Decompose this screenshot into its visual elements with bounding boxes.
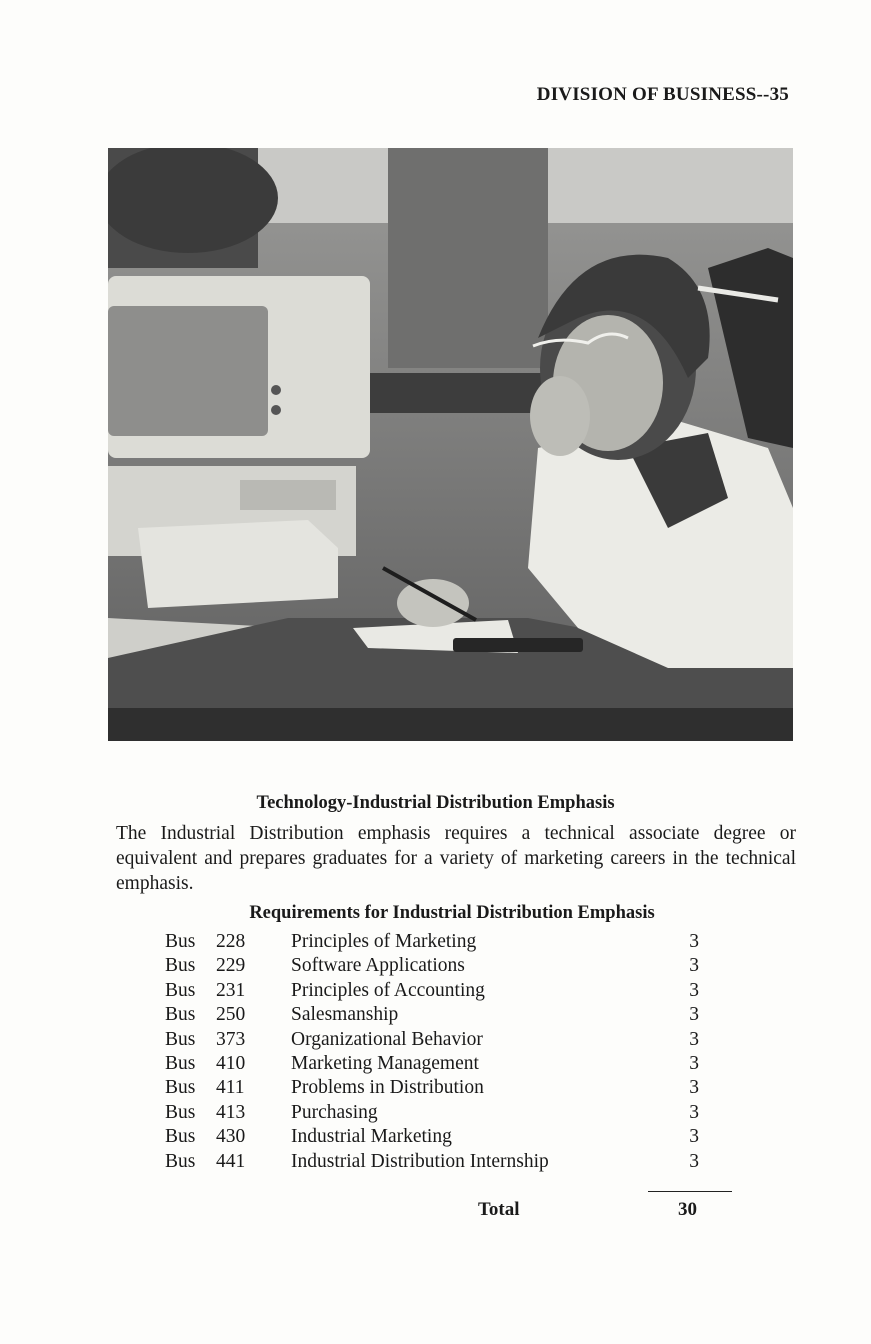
- course-title: Principles of Marketing: [291, 931, 477, 952]
- course-title: Software Applications: [291, 955, 465, 977]
- running-head: DIVISION OF BUSINESS--35: [536, 84, 789, 105]
- table-row: [165, 954, 705, 978]
- course-title: Organizational Behavior: [291, 1028, 483, 1050]
- table-row: [165, 1028, 705, 1052]
- course-credits: 3: [689, 1077, 699, 1099]
- course-credits: 3: [689, 1004, 699, 1026]
- total-value: 30: [678, 1199, 697, 1220]
- course-title: Industrial Distribution Internship: [291, 1150, 549, 1172]
- course-dept: Bus: [165, 1028, 196, 1050]
- table-row: [165, 1125, 705, 1149]
- course-title: Industrial Marketing: [291, 1126, 452, 1148]
- table-row: [165, 1076, 705, 1100]
- course-dept: Bus: [165, 1126, 196, 1148]
- course-dept: Bus: [165, 979, 196, 1001]
- course-credits: 3: [689, 979, 699, 1001]
- course-dept: Bus: [165, 955, 196, 977]
- course-credits: 3: [689, 931, 699, 952]
- course-title: Principles of Accounting: [291, 979, 485, 1001]
- course-title: Salesmanship: [291, 1004, 399, 1026]
- course-number: 441: [216, 1150, 246, 1172]
- course-credits: 3: [689, 955, 699, 977]
- course-title: Problems in Distribution: [291, 1077, 484, 1099]
- course-title: Marketing Management: [291, 1053, 479, 1075]
- course-number: 411: [216, 1077, 245, 1099]
- course-dept: Bus: [165, 1150, 196, 1172]
- course-credits: 3: [689, 1101, 699, 1123]
- table-row: [165, 930, 705, 954]
- course-credits: 3: [689, 1028, 699, 1050]
- table-row: [165, 1052, 705, 1076]
- course-dept: Bus: [165, 1053, 196, 1075]
- course-number: 231: [216, 979, 246, 1001]
- course-number: 413: [216, 1101, 246, 1123]
- total-label: Total: [478, 1199, 520, 1220]
- course-credits: 3: [689, 1053, 699, 1075]
- course-number: 250: [216, 1004, 246, 1026]
- course-dept: Bus: [165, 931, 196, 952]
- photo-illustration: [108, 148, 793, 741]
- course-number: 430: [216, 1126, 246, 1148]
- course-requirements-table: [165, 930, 705, 1174]
- table-row: [165, 1101, 705, 1125]
- course-dept: Bus: [165, 1077, 196, 1099]
- course-dept: Bus: [165, 1004, 196, 1026]
- course-credits: 3: [689, 1126, 699, 1148]
- table-row: [165, 979, 705, 1003]
- course-title: Purchasing: [291, 1101, 378, 1123]
- total-rule: [648, 1191, 732, 1192]
- course-dept: Bus: [165, 1101, 196, 1123]
- course-number: 373: [216, 1028, 246, 1050]
- course-number: 410: [216, 1053, 246, 1075]
- section-title: Technology-Industrial Distribution Emphasis: [256, 793, 615, 813]
- course-credits: 3: [689, 1150, 699, 1172]
- course-number: 229: [216, 955, 246, 977]
- table-row: [165, 1003, 705, 1027]
- course-number: 228: [216, 931, 246, 952]
- intro-paragraph: The Industrial Distribution emphasis requires a technical associate degree or equivalent and prepares graduates for a variety of marketing careers in the technical emphasis.: [116, 823, 796, 894]
- photo-woman-at-computer: [108, 148, 793, 741]
- table-row: [165, 1150, 705, 1174]
- requirements-title: Requirements for Industrial Distribution Emphasis: [249, 903, 655, 923]
